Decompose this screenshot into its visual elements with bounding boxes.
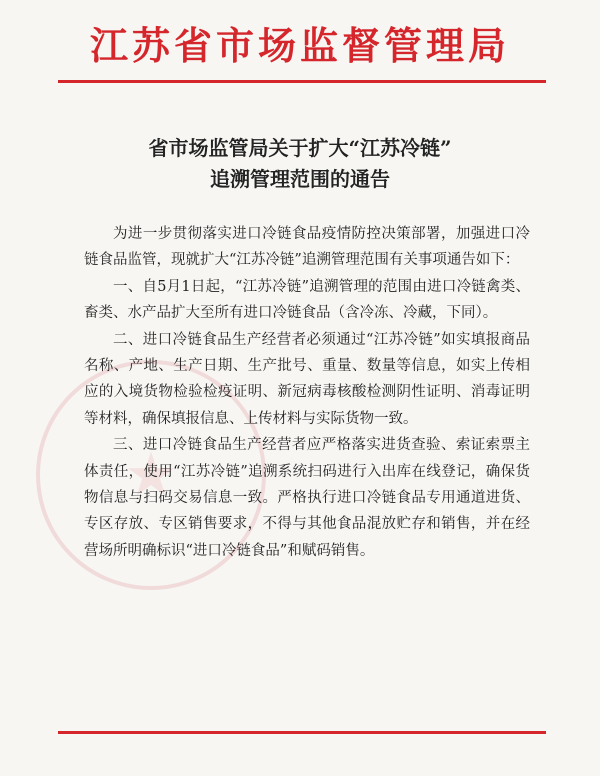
paragraph-item-1: 一、自5月1日起，“江苏冷链”追溯管理的范围由进口冷链禽类、畜类、水产品扩大至所有进口冷链食品（含冷冻、冷藏，下同）。 bbox=[84, 278, 530, 322]
issuer-header: 江苏省市场监督管理局 bbox=[89, 24, 510, 68]
header-red-rule bbox=[58, 80, 546, 83]
paragraph-item-2: 二、进口冷链食品生产经营者必须通过“江苏冷链”如实填报商品名称、产地、生产日期、生产批号、重量、数量等信息，如实上传相应的入境货物检验检疫证明、新冠病毒核酸检测阴性证明、消毒证明等材料，确保填报信息、上传材料与实际货物一致。 bbox=[84, 331, 530, 427]
notice-title-line1: 省市场监管局关于扩大“江苏冷链” bbox=[148, 136, 452, 160]
notice-body bbox=[84, 221, 530, 564]
footer-red-rule bbox=[58, 731, 546, 734]
notice-title-line2: 追溯管理范围的通告 bbox=[210, 167, 390, 191]
paragraph-item-3: 三、进口冷链食品生产经营者应严格落实进货查验、索证索票主体责任，使用“江苏冷链”追溯系统扫码进行入出库在线登记，确保货物信息与扫码交易信息一致。严格执行进口冷链食品专用通道进货、专区存放、专区销售要求，不得与其他食品混放贮存和销售，并在经营场所明确标识“进口冷链食品”和赋码销售。 bbox=[84, 437, 530, 559]
seal-star-icon: ★ bbox=[124, 440, 178, 510]
paragraph-intro: 为进一步贯彻落实进口冷链食品疫情防控决策部署，加强进口冷链食品监管，现就扩大“江苏冷链”追溯管理范围有关事项通告如下： bbox=[84, 226, 530, 269]
